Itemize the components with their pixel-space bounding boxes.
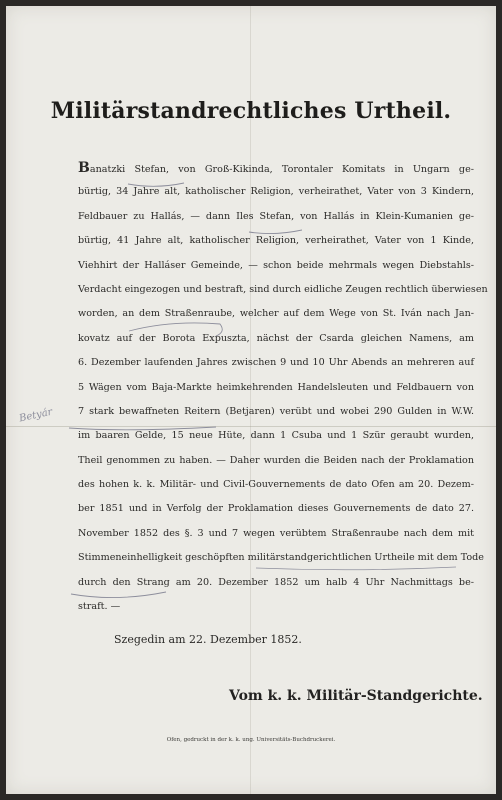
body-line: 6. Dezember laufenden Jahres zwischen 9 und 10 Uhr Abends an mehreren auf <box>78 357 474 369</box>
verdict-body <box>78 156 488 619</box>
printer-imprint: Ofen, gedruckt in der k. k. ung. Universitäts-Buchdruckerei. <box>166 737 336 743</box>
body-line-text: anatzki Stefan, von Groß-Kikinda, Torontaler Komitats in Ungarn ge- <box>89 164 474 175</box>
body-line: Feldbauer zu Hallás, — dann Iles Stefan, von Hallás in Klein-Kumanien ge- <box>78 210 474 222</box>
body-line: Theil genommen zu haben. — Daher wurden die Beiden nach der Proklamation <box>78 454 474 466</box>
body-line: bürtig, 34 Jahre alt, katholischer Religion, verheirathet, Vater von 3 Kindern, <box>78 186 474 198</box>
issuer-signature: Vom k. k. Militär-Standgerichte. <box>229 688 483 704</box>
place-date: Szegedin am 22. Dezember 1852. <box>114 633 302 646</box>
body-line: November 1852 des §. 3 und 7 wegen verübtem Straßenraube nach dem mit <box>78 527 474 539</box>
body-line: durch den Strang am 20. Dezember 1852 um halb 4 Uhr Nachmittags be- <box>78 576 474 588</box>
document-title: Militärstandrechtliches Urtheil. <box>50 98 452 124</box>
body-line: Verdacht eingezogen und bestraft, sind durch eidliche Zeugen rechtlich überwiesen <box>78 283 488 295</box>
pencil-margin-note: Betyár <box>18 406 54 425</box>
body-line: kovatz auf der Borota Expuszta, nächst der Csarda gleichen Namens, am <box>78 332 474 344</box>
body-line: Viehhirt der Halláser Gemeinde, — schon beide mehrmals wegen Diebstahls- <box>78 259 474 271</box>
body-line: worden, an dem Straßenraube, welcher auf dem Wege von St. Iván nach Jan- <box>78 308 474 320</box>
drop-cap: B <box>78 160 90 176</box>
body-line: des hohen k. k. Militär- und Civil-Gouvernements de dato Ofen am 20. Dezem- <box>78 479 474 491</box>
body-line <box>78 156 474 180</box>
body-line: 7 stark bewaffneten Reitern (Betjaren) verübt und wobei 290 Gulden in W.W. <box>78 405 474 417</box>
body-line: ber 1851 und in Verfolg der Proklamation dieses Gouvernements de dato 27. <box>78 503 474 515</box>
body-line: im baaren Gelde, 15 neue Hüte, dann 1 Csuba und 1 Szür geraubt wurden, <box>78 430 474 442</box>
body-line: Stimmeneinhelligkeit geschöpften militärstandgerichtlichen Urtheile mit dem Tode <box>78 552 484 564</box>
document-sheet <box>6 6 496 794</box>
body-line: straft. — <box>78 601 121 613</box>
body-line: bürtig, 41 Jahre alt, katholischer Religion, verheirathet, Vater von 1 Kinde, <box>78 235 474 247</box>
body-line: 5 Wägen vom Baja-Markte heimkehrenden Handelsleuten und Feldbauern von <box>78 381 474 393</box>
